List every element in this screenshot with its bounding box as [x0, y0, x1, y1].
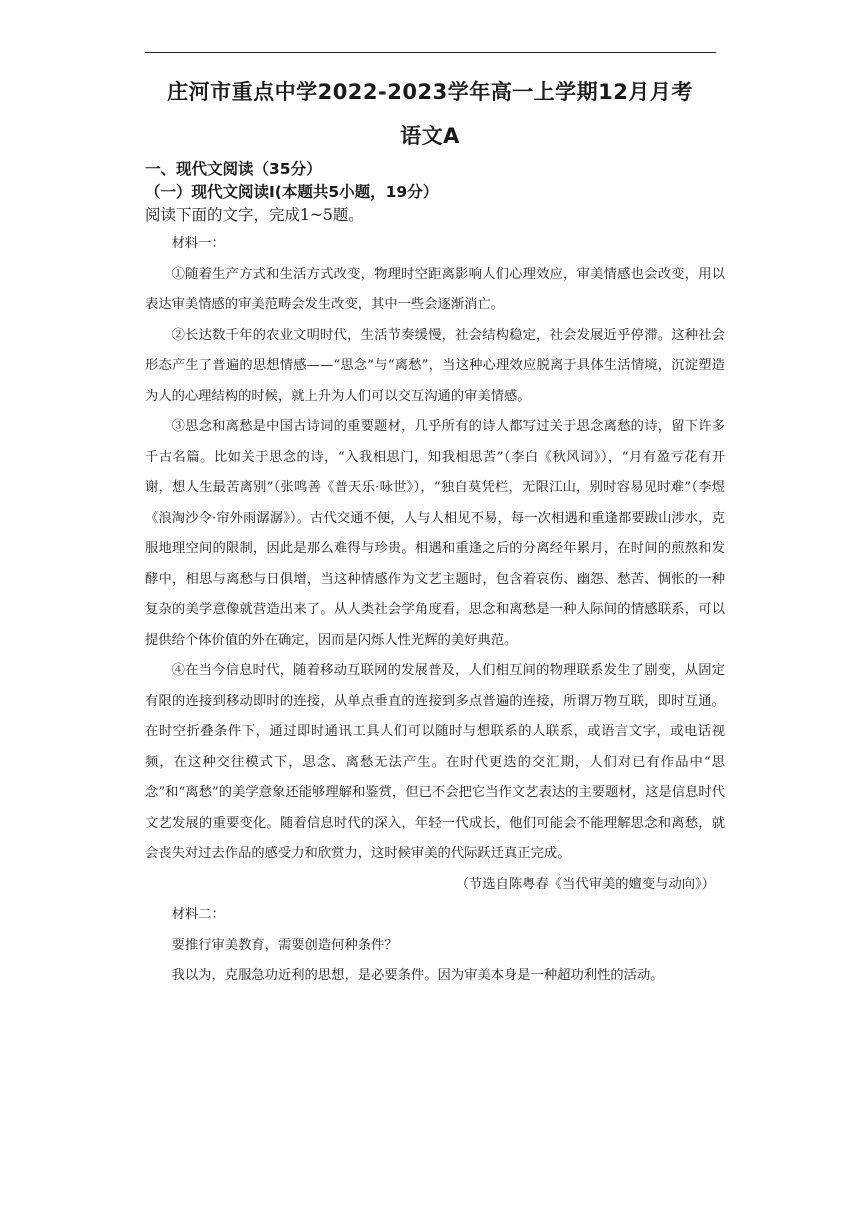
subsection-heading: （一）现代文阅读Ⅰ(本题共5小题，19分）: [145, 183, 439, 201]
section-heading: 一、现代文阅读（35分）: [145, 160, 322, 178]
reading-passage: [145, 229, 725, 992]
paragraph-2: ②长达数千年的农业文明时代，生活节奏缓慢，社会结构稳定，社会发展近乎停滞。这种社会形态产生了普遍的思想情感——“思念”与“离愁”，当这种心理效应脱离于具体生活情境，沉淀塑造为人的心理结构的时候，就上升为人们可以交互沟通的审美情感。: [145, 327, 725, 404]
paragraph-4: ④在当今信息时代，随着移动互联网的发展普及，人们相互间的物理联系发生了剧变，从固定有限的连接到移动即时的连接，从单点垂直的连接到多点普遍的连接，所谓万物互联，即时互通。在时空折叠条件下，通过即时通讯工具人们可以随时与想联系的人联系，或语言文字，或电话视频，在这种交往模式下，思念、离愁无法产生。在时代更迭的交汇期，人们对已有作品中“思念”和“离愁”的美学意象还能够理解和鉴赏，但已不会把它当作文艺表达的主要题材，这是信息时代文艺发展的重要变化。随着信息时代的深入，年轻一代成长，他们可能会不能理解思念和离愁，就会丧失对过去作品的感受力和欣赏力，这时候审美的代际跃迁真正完成。: [145, 663, 725, 861]
source-citation: （节选自陈粤春《当代审美的嬗变与动向》）: [455, 876, 715, 892]
material-two-question: 要推行审美教育，需要创造何种条件？: [171, 937, 398, 953]
material-two-label: 材料二：: [171, 907, 225, 922]
exam-title: 庄河市重点中学2022-2023学年高一上学期12月月考: [167, 80, 693, 104]
paragraph-1: ①随着生产方式和生活方式改变，物理时空距离影响人们心理效应，审美情感也会改变，用以表达审美情感的审美范畴会发生改变，其中一些会逐渐消亡。: [145, 266, 725, 312]
header-rule: [145, 52, 716, 53]
material-one-label: 材料一：: [171, 236, 225, 251]
paragraph-3: ③思念和离愁是中国古诗词的重要题材，几乎所有的诗人都写过关于思念离愁的诗，留下许多千古名篇。比如关于思念的诗，“入我相思门，知我相思苦”（李白《秋风词》），“月有盈亏花有开谢，想人生最苦离别”（张鸣善《普天乐·咏世》），“独自莫凭栏，无限江山，别时容易见时难”（李煜《浪淘沙令·帘外雨潺潺》）。古代交通不便，人与人相见不易，每一次相遇和重逢都要跋山涉水，克服地理空间的限制，因此是那么难得与珍贵。相遇和重逢之后的分离经年累月，在时间的煎熬和发酵中，相思与离愁与日俱增，当这种情感作为文艺主题时，包含着哀伤、幽怨、愁苦、惆怅的一种复杂的美学意像就营造出来了。从人类社会学角度看，思念和离愁是一种人际间的情感联系，可以提供给个体价值的外在确定，因而是闪烁人性光辉的美好典范。: [145, 419, 725, 648]
exam-subtitle: 语文A: [400, 124, 460, 148]
reading-instruction: 阅读下面的文字，完成1~5题。: [145, 206, 364, 224]
material-two-paragraph: 我以为，克服急功近利的思想，是必要条件。因为审美本身是一种超功利性的活动。: [171, 968, 664, 983]
